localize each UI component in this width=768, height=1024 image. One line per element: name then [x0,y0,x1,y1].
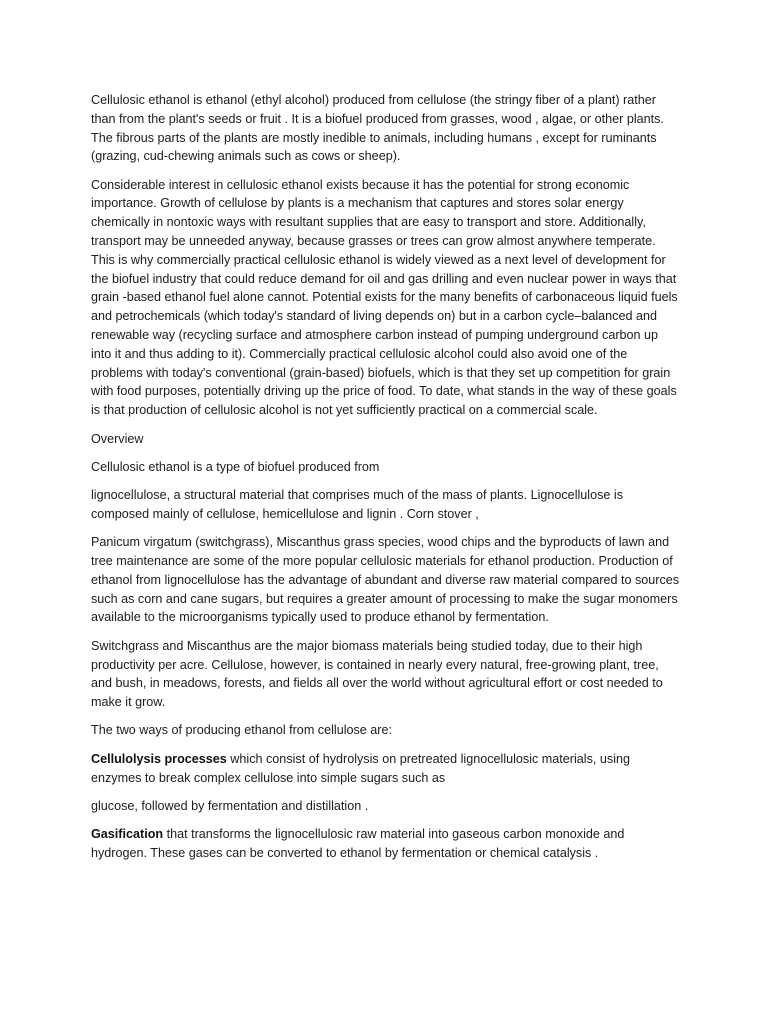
paragraph-interest: Considerable interest in cellulosic ethanol exists because it has the potential for strong economic importance. Growth of cellulose by plants is a mechanism that captures and stores solar energy chemically in nontoxic ways with resultant supplies that are easy to transport and store. Additionally, transport may be unneeded anyway, because grasses or trees can grow almost anywhere temperate. This is why commercially practical cellulosic ethanol is widely viewed as a next level of development for the biofuel industry that could reduce demand for oil and gas drilling and even nuclear power in ways that grain -based ethanol fuel alone cannot. Potential exists for the many benefits of carbonaceous liquid fuels and petrochemicals (which today's standard of living depends on) but in a carbon cycle–balanced and renewable way (recycling surface and atmosphere carbon instead of pumping underground carbon up into it and thus adding to it). Commercially practical cellulosic alcohol could also avoid one of the problems with today's conventional (grain-based) biofuels, which is that they set up competition for grain with food purposes, potentially driving up the price of food. To date, what stands in the way of these goals is that production of cellulosic alcohol is not yet sufficiently practical on a commercial scale. [91,177,678,418]
paragraph-lignocellulose: lignocellulose, a structural material that comprises much of the mass of plants. Lignocellulose is composed mainly of cellulose, hemicellulose and lignin . Corn stover , [91,488,623,521]
cellulolysis-description: which consist of hydrolysis on pretreated lignocellulosic materials, using enzymes to break complex cellulose into simple sugars such as [91,751,631,785]
paragraph-intro: Cellulosic ethanol is ethanol (ethyl alcohol) produced from cellulose (the stringy fiber of a plant) rather than from the plant's seeds or fruit . It is a biofuel produced from grasses, wood , algae, or other plants. The fibrous parts of the plants are mostly inedible to animals, including humans , except for ruminants (grazing, cud-chewing animals such as cows or sheep). [91,93,664,164]
paragraph-materials: Panicum virgatum (switchgrass), Miscanthus grass species, wood chips and the byproducts of lawn and tree maintenance are some of the more popular cellulosic materials for ethanol production. Production of ethanol from lignocellulose has the advantage of abundant and diverse raw material compared to sources such as corn and cane sugars, but requires a greater amount of processing to make the sugar monomers available to the microorganisms typically used to produce ethanol by fermentation. [91,535,680,625]
paragraph-gasification [91,825,681,863]
heading-overview: Overview [91,431,144,446]
document-page [91,91,681,872]
paragraph-cellulolysis [91,750,681,788]
term-gasification: Gasification [91,827,164,842]
paragraph-two-ways: The two ways of producing ethanol from cellulose are: [91,723,393,738]
paragraph-glucose: glucose, followed by fermentation and distillation . [91,798,369,813]
gasification-description: that transforms the lignocellulosic raw material into gaseous carbon monoxide and hydrogen. These gases can be converted to ethanol by fermentation or chemical catalysis . [91,827,625,860]
paragraph-switchgrass: Switchgrass and Miscanthus are the major biomass materials being studied today, due to their high productivity per acre. Cellulose, however, is contained in nearly every natural, free-growing plant, tree, and bush, in meadows, forests, and fields all over the world without agricultural effort or cost needed to make it grow. [91,638,663,710]
paragraph-type: Cellulosic ethanol is a type of biofuel produced from [91,459,380,474]
term-cellulolysis: Cellulolysis processes [91,751,227,766]
